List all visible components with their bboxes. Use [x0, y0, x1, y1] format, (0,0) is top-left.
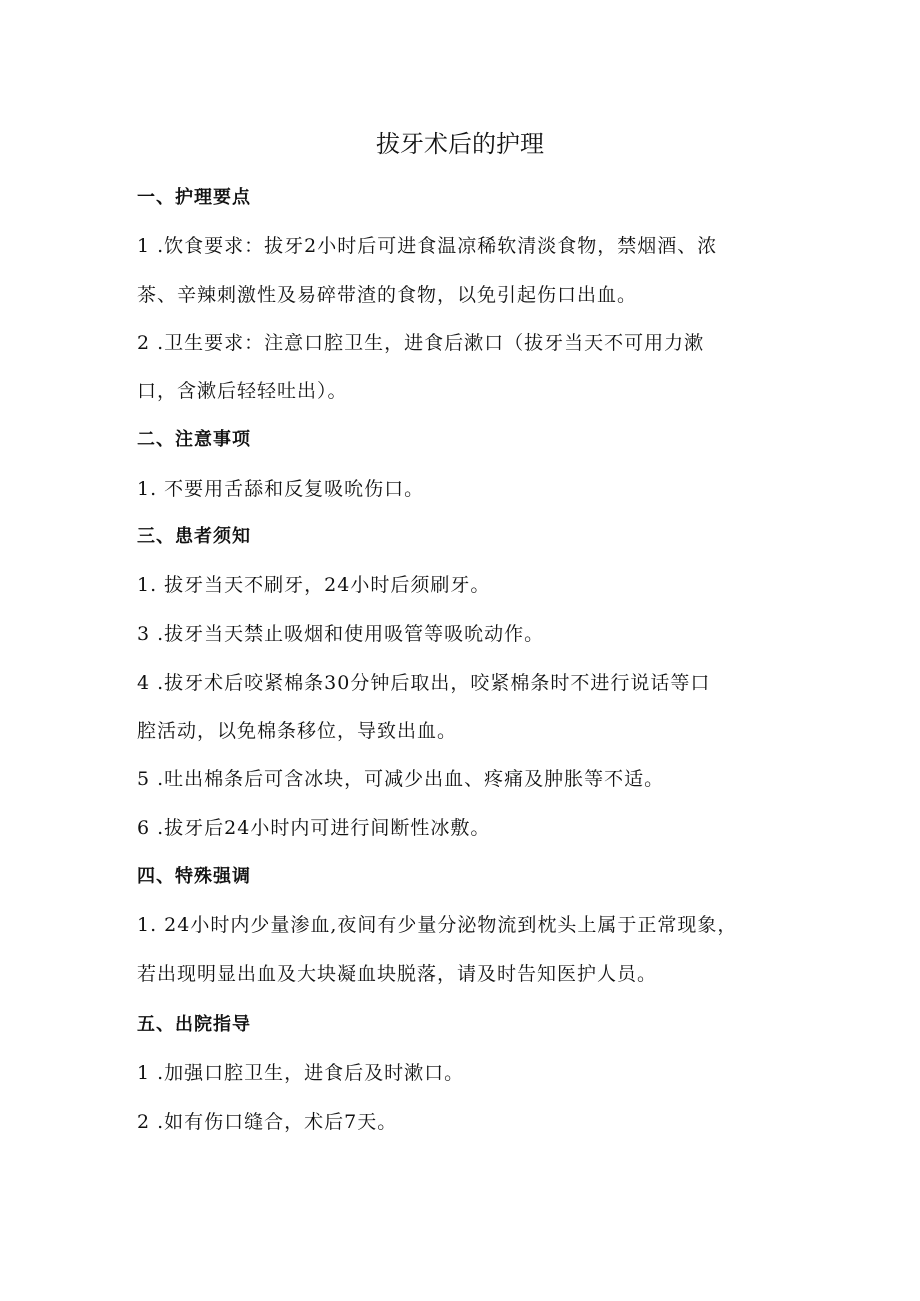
- paragraph-line: 若出现明显出血及大块凝血块脱落，请及时告知医护人员。: [137, 963, 658, 985]
- paragraph-line: 口，含漱后轻轻吐出）。: [137, 380, 348, 402]
- paragraph-line: 茶、辛辣刺激性及易碎带渣的食物，以免引起伤口出血。: [137, 284, 638, 306]
- paragraph-line: 3 .拔牙当天禁止吸烟和使用吸管等吸吮动作。: [137, 623, 545, 645]
- section-heading-care-points: 一、护理要点: [137, 187, 251, 208]
- paragraph-line: 6 .拔牙后24小时内可进行间断性冰敷。: [137, 817, 491, 839]
- section-heading-patient-notice: 三、患者须知: [137, 526, 251, 547]
- paragraph-line: 4 .拔牙术后咬紧棉条30分钟后取出，咬紧棉条时不进行说话等口: [137, 672, 711, 694]
- section-heading-discharge-guidance: 五、出院指导: [137, 1014, 251, 1035]
- paragraph-line: 5 .吐出棉条后可含冰块，可减少出血、疼痛及肿胀等不适。: [137, 768, 665, 790]
- paragraph-line: 2 .如有伤口缝合，术后7天。: [137, 1111, 398, 1133]
- document-title: 拔牙术后的护理: [376, 130, 544, 158]
- paragraph-line: 2 .卫生要求：注意口腔卫生，进食后漱口（拔牙当天不可用力漱: [137, 332, 705, 354]
- paragraph-line: 1 .饮食要求：拔牙2小时后可进食温凉稀软清淡食物，禁烟酒、浓: [137, 235, 718, 257]
- section-heading-special-emphasis: 四、特殊强调: [137, 866, 251, 887]
- section-heading-precautions: 二、注意事项: [137, 429, 251, 450]
- paragraph-line: 1 .加强口腔卫生，进食后及时漱口。: [137, 1062, 465, 1084]
- paragraph-line: 腔活动，以免棉条移位，导致出血。: [137, 720, 458, 742]
- paragraph-line: 1. 拔牙当天不刷牙，24小时后须刷牙。: [137, 574, 491, 596]
- paragraph-line: 1. 不要用舌舔和反复吸吮伤口。: [137, 478, 425, 500]
- paragraph-line: 1. 24小时内少量渗血,夜间有少量分泌物流到枕头上属于正常现象，: [137, 914, 738, 936]
